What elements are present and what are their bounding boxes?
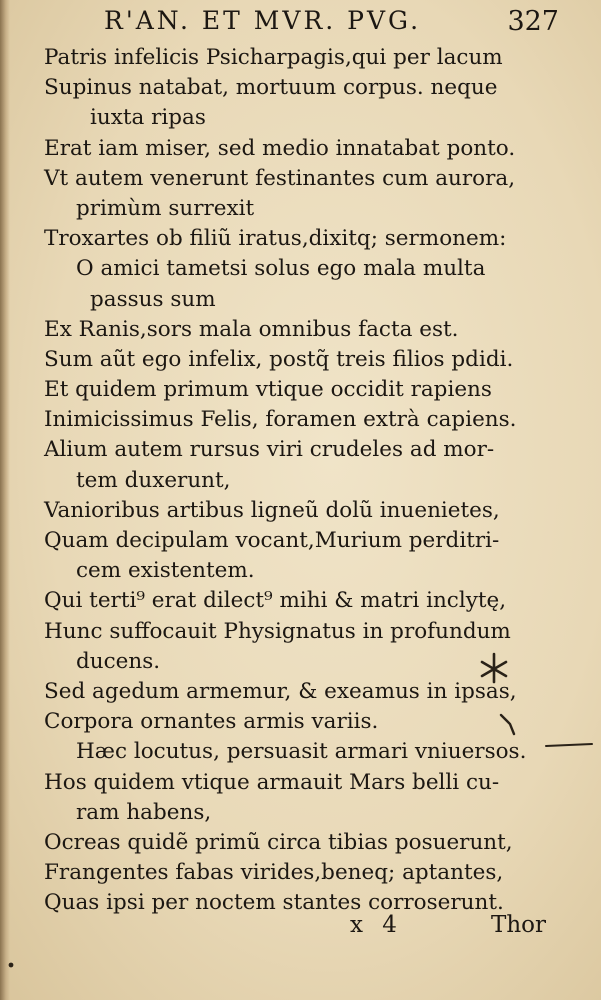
text-line: passus sum	[90, 286, 216, 312]
text-line: Et quidem primum vtique occidit rapiens	[44, 377, 492, 403]
text-line: Ex Ranis,sors mala omnibus facta est.	[44, 316, 459, 342]
text-line: Troxartes ob filiũ iratus,dixitq; sermonem:	[44, 226, 507, 252]
verse-text	[0, 43, 601, 918]
text-line: iuxta ripas	[90, 105, 206, 131]
text-line: Patris infelicis Psicharpagis,qui per lacum	[44, 45, 503, 70]
catchword: Thor	[491, 912, 546, 938]
text-line: tem duxerunt,	[76, 467, 231, 493]
text-line: O amici tametsi solus ego mala multa	[76, 256, 486, 282]
text-line: Supinus natabat, mortuum corpus. neque	[44, 75, 498, 101]
text-line: Qui terti⁹ erat dilect⁹ mihi & matri inclytę,	[44, 588, 507, 614]
text-line: Frangentes fabas virides,beneq; aptantes,	[44, 860, 504, 886]
text-line: primùm surrexit	[76, 195, 255, 221]
page-number: 327	[507, 6, 559, 37]
text-line: ram habens,	[76, 799, 212, 825]
page-header	[104, 6, 559, 40]
text-line: Ocreas quidẽ primũ circa tibias posuerunt,	[44, 829, 513, 855]
handwritten-tick-mark	[498, 712, 520, 738]
text-line: cem existentem.	[76, 558, 255, 584]
handwritten-asterisk-mark	[474, 648, 514, 688]
text-line: Quas ipsi per noctem stantes corroserunt.	[44, 890, 504, 916]
page-footer	[0, 912, 601, 948]
text-line: Vanioribus artibus ligneũ dolũ inuenietes,	[44, 497, 500, 523]
handwritten-dash-mark	[544, 738, 594, 752]
text-line: Vt autem venerunt festinantes cum aurora,	[44, 165, 516, 191]
signature-mark: x 4	[350, 912, 403, 938]
running-title: R'AN. ET MVR. PVG.	[104, 6, 422, 35]
text-line: Inimicissimus Felis, foramen extrà capiens.	[44, 407, 517, 433]
text-line: Alium autem rursus viri crudeles ad mor-	[44, 437, 495, 463]
text-line: Sed agedum armemur, & exeamus in ipsas,	[44, 678, 517, 704]
text-line: ducens.	[76, 648, 161, 674]
text-line: Corpora ornantes armis variis.	[44, 709, 379, 735]
text-line: Quam decipulam vocant,Murium perditri-	[44, 528, 500, 553]
text-line: Hos quidem vtique armauit Mars belli cu-	[44, 769, 500, 795]
text-line: Hæc locutus, persuasit armari vniuersos.	[76, 739, 527, 765]
text-line: Sum aũt ego infelix, postq̃ treis filios pdidi.	[44, 346, 514, 372]
text-line: Erat iam miser, sed medio innatabat ponto.	[44, 135, 516, 161]
ink-dot-mark	[6, 960, 16, 970]
text-line: Hunc suffocauit Physignatus in profundum	[44, 618, 511, 644]
